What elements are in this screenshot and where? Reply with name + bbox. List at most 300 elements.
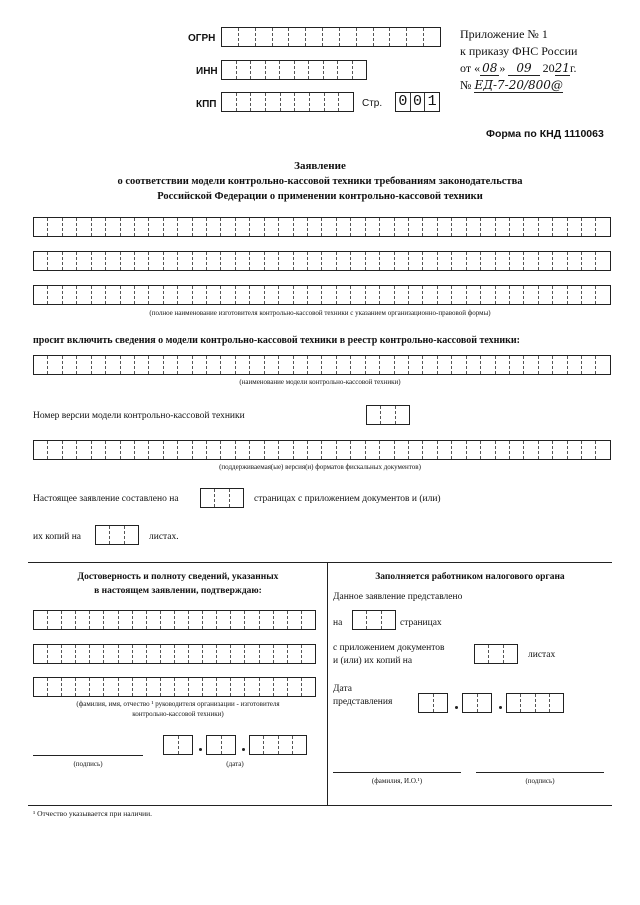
char-cell[interactable] <box>48 611 62 629</box>
char-cell[interactable] <box>366 218 380 236</box>
char-cell[interactable] <box>423 218 437 236</box>
char-cell[interactable] <box>409 252 423 270</box>
char-cell[interactable] <box>395 218 409 236</box>
fiscal-formats-field[interactable] <box>33 440 611 460</box>
char-cell[interactable] <box>308 441 322 459</box>
char-cell[interactable] <box>434 694 448 712</box>
char-cell[interactable] <box>324 61 339 79</box>
char-cell[interactable] <box>288 611 302 629</box>
char-cell[interactable] <box>264 736 278 754</box>
char-cell[interactable] <box>325 93 340 111</box>
char-cell[interactable] <box>302 678 315 696</box>
char-cell[interactable] <box>125 526 138 544</box>
char-cell[interactable] <box>524 441 538 459</box>
char-cell[interactable] <box>288 678 302 696</box>
char-cell[interactable] <box>390 28 407 46</box>
char-cell[interactable] <box>322 252 336 270</box>
char-cell[interactable] <box>310 93 325 111</box>
char-cell[interactable] <box>222 93 237 111</box>
char-cell[interactable] <box>217 678 231 696</box>
char-cell[interactable] <box>265 356 279 374</box>
char-cell[interactable] <box>237 61 252 79</box>
char-cell[interactable] <box>77 252 91 270</box>
char-cell[interactable] <box>366 441 380 459</box>
char-cell[interactable] <box>250 441 264 459</box>
char-cell[interactable] <box>48 252 62 270</box>
char-cell[interactable] <box>135 286 149 304</box>
char-cell[interactable] <box>62 645 76 663</box>
signer-name-row[interactable] <box>33 677 316 697</box>
char-cell[interactable] <box>302 611 315 629</box>
char-cell[interactable] <box>467 286 481 304</box>
char-cell[interactable] <box>133 678 147 696</box>
char-cell[interactable] <box>178 252 192 270</box>
char-cell[interactable] <box>121 252 135 270</box>
char-cell[interactable] <box>104 645 118 663</box>
char-cell[interactable] <box>367 406 381 424</box>
char-cell[interactable] <box>481 356 495 374</box>
char-cell[interactable] <box>106 441 120 459</box>
char-cell[interactable] <box>207 252 221 270</box>
char-cell[interactable] <box>222 61 237 79</box>
char-cell[interactable] <box>207 286 221 304</box>
char-cell[interactable] <box>524 218 538 236</box>
char-cell[interactable] <box>380 218 394 236</box>
char-cell[interactable] <box>478 694 492 712</box>
char-cell[interactable] <box>279 441 293 459</box>
char-cell[interactable] <box>438 252 452 270</box>
char-cell[interactable] <box>77 218 91 236</box>
date-day-field[interactable] <box>163 735 193 755</box>
char-cell[interactable] <box>409 356 423 374</box>
char-cell[interactable] <box>119 611 133 629</box>
char-cell[interactable] <box>63 252 77 270</box>
char-cell[interactable] <box>475 645 489 663</box>
char-cell[interactable] <box>539 252 553 270</box>
char-cell[interactable] <box>380 441 394 459</box>
char-cell[interactable] <box>322 356 336 374</box>
char-cell[interactable] <box>510 356 524 374</box>
char-cell[interactable] <box>76 611 90 629</box>
char-cell[interactable] <box>104 678 118 696</box>
char-cell[interactable] <box>381 406 395 424</box>
char-cell[interactable] <box>596 286 609 304</box>
char-cell[interactable] <box>178 441 192 459</box>
office-date-day[interactable] <box>418 693 448 713</box>
char-cell[interactable] <box>582 218 596 236</box>
char-cell[interactable] <box>295 93 310 111</box>
char-cell[interactable] <box>92 441 106 459</box>
char-cell[interactable] <box>135 441 149 459</box>
char-cell[interactable] <box>395 252 409 270</box>
char-cell[interactable] <box>510 252 524 270</box>
char-cell[interactable] <box>203 611 217 629</box>
char-cell[interactable] <box>424 28 440 46</box>
char-cell[interactable] <box>147 645 161 663</box>
char-cell[interactable] <box>119 645 133 663</box>
char-cell[interactable] <box>63 286 77 304</box>
char-cell[interactable] <box>382 611 395 629</box>
char-cell[interactable] <box>351 252 365 270</box>
char-cell[interactable] <box>423 356 437 374</box>
char-cell[interactable] <box>256 28 273 46</box>
char-cell[interactable] <box>106 252 120 270</box>
char-cell[interactable] <box>337 441 351 459</box>
char-cell[interactable] <box>596 218 609 236</box>
char-cell[interactable] <box>175 645 189 663</box>
char-cell[interactable] <box>48 286 62 304</box>
char-cell[interactable] <box>340 28 357 46</box>
char-cell[interactable] <box>265 252 279 270</box>
char-cell[interactable] <box>337 252 351 270</box>
char-cell[interactable] <box>274 645 288 663</box>
char-cell[interactable] <box>217 645 231 663</box>
char-cell[interactable] <box>149 441 163 459</box>
char-cell[interactable] <box>306 28 323 46</box>
char-cell[interactable] <box>510 218 524 236</box>
char-cell[interactable] <box>250 252 264 270</box>
char-cell[interactable] <box>222 736 236 754</box>
char-cell[interactable] <box>274 678 288 696</box>
char-cell[interactable] <box>133 645 147 663</box>
char-cell[interactable] <box>260 678 274 696</box>
char-cell[interactable] <box>452 356 466 374</box>
char-cell[interactable] <box>582 441 596 459</box>
char-cell[interactable] <box>251 61 266 79</box>
char-cell[interactable] <box>34 441 48 459</box>
office-pages-field[interactable] <box>352 610 396 630</box>
char-cell[interactable] <box>481 252 495 270</box>
char-cell[interactable] <box>351 218 365 236</box>
char-cell[interactable] <box>48 645 62 663</box>
char-cell[interactable] <box>395 356 409 374</box>
char-cell[interactable] <box>265 218 279 236</box>
char-cell[interactable] <box>323 28 340 46</box>
char-cell[interactable] <box>281 93 296 111</box>
char-cell[interactable] <box>96 526 110 544</box>
char-cell[interactable] <box>260 611 274 629</box>
char-cell[interactable] <box>553 286 567 304</box>
char-cell[interactable] <box>189 611 203 629</box>
char-cell[interactable] <box>438 356 452 374</box>
office-signature-line[interactable] <box>476 772 604 773</box>
char-cell[interactable] <box>221 286 235 304</box>
char-cell[interactable] <box>582 252 596 270</box>
char-cell[interactable] <box>106 356 120 374</box>
date-year-field[interactable] <box>249 735 307 755</box>
char-cell[interactable] <box>337 356 351 374</box>
char-cell[interactable] <box>164 736 179 754</box>
char-cell[interactable] <box>452 286 466 304</box>
char-cell[interactable] <box>149 356 163 374</box>
char-cell[interactable] <box>539 441 553 459</box>
char-cell[interactable] <box>496 441 510 459</box>
char-cell[interactable] <box>308 286 322 304</box>
char-cell[interactable] <box>467 441 481 459</box>
char-cell[interactable] <box>274 611 288 629</box>
char-cell[interactable] <box>409 218 423 236</box>
char-cell[interactable] <box>221 252 235 270</box>
char-cell[interactable] <box>409 286 423 304</box>
char-cell[interactable] <box>189 645 203 663</box>
char-cell[interactable] <box>164 356 178 374</box>
char-cell[interactable] <box>463 694 478 712</box>
char-cell[interactable] <box>496 356 510 374</box>
char-cell[interactable] <box>539 286 553 304</box>
char-cell[interactable] <box>294 356 308 374</box>
char-cell[interactable] <box>396 406 409 424</box>
char-cell[interactable] <box>308 218 322 236</box>
char-cell[interactable] <box>260 645 274 663</box>
char-cell[interactable] <box>553 356 567 374</box>
char-cell[interactable] <box>550 694 563 712</box>
char-cell[interactable] <box>135 356 149 374</box>
char-cell[interactable] <box>90 611 104 629</box>
char-cell[interactable] <box>322 286 336 304</box>
char-cell[interactable] <box>407 28 424 46</box>
char-cell[interactable] <box>161 678 175 696</box>
char-cell[interactable] <box>48 356 62 374</box>
char-cell[interactable] <box>423 286 437 304</box>
char-cell[interactable] <box>236 218 250 236</box>
office-sheets-field[interactable] <box>474 644 518 664</box>
char-cell[interactable] <box>215 489 229 507</box>
char-cell[interactable] <box>536 694 550 712</box>
char-cell[interactable] <box>203 678 217 696</box>
char-cell[interactable] <box>337 218 351 236</box>
char-cell[interactable] <box>351 286 365 304</box>
char-cell[interactable] <box>266 93 281 111</box>
char-cell[interactable] <box>63 441 77 459</box>
char-cell[interactable] <box>48 678 62 696</box>
char-cell[interactable] <box>357 28 374 46</box>
char-cell[interactable] <box>481 286 495 304</box>
char-cell[interactable] <box>380 252 394 270</box>
char-cell[interactable] <box>236 286 250 304</box>
char-cell[interactable] <box>119 678 133 696</box>
char-cell[interactable] <box>236 356 250 374</box>
char-cell[interactable] <box>250 736 264 754</box>
char-cell[interactable] <box>147 611 161 629</box>
char-cell[interactable] <box>596 356 609 374</box>
char-cell[interactable] <box>568 218 582 236</box>
char-cell[interactable] <box>294 286 308 304</box>
char-cell[interactable] <box>507 694 521 712</box>
char-cell[interactable] <box>121 441 135 459</box>
char-cell[interactable] <box>366 252 380 270</box>
char-cell[interactable] <box>353 61 367 79</box>
inn-field[interactable] <box>221 60 367 80</box>
char-cell[interactable] <box>62 678 76 696</box>
char-cell[interactable] <box>207 356 221 374</box>
char-cell[interactable] <box>193 286 207 304</box>
char-cell[interactable] <box>250 218 264 236</box>
char-cell[interactable] <box>496 286 510 304</box>
char-cell[interactable] <box>236 252 250 270</box>
char-cell[interactable] <box>121 356 135 374</box>
manufacturer-name-row[interactable] <box>33 285 611 305</box>
char-cell[interactable] <box>309 61 324 79</box>
char-cell[interactable] <box>452 218 466 236</box>
char-cell[interactable] <box>161 645 175 663</box>
char-cell[interactable] <box>294 218 308 236</box>
manufacturer-name-row[interactable] <box>33 217 611 237</box>
char-cell[interactable] <box>164 218 178 236</box>
char-cell[interactable] <box>48 218 62 236</box>
char-cell[interactable] <box>221 356 235 374</box>
char-cell[interactable] <box>193 252 207 270</box>
char-cell[interactable] <box>92 356 106 374</box>
char-cell[interactable] <box>250 356 264 374</box>
char-cell[interactable] <box>34 611 48 629</box>
char-cell[interactable] <box>34 252 48 270</box>
char-cell[interactable] <box>279 286 293 304</box>
char-cell[interactable] <box>245 678 259 696</box>
char-cell[interactable] <box>438 441 452 459</box>
char-cell[interactable] <box>231 611 245 629</box>
char-cell[interactable] <box>135 252 149 270</box>
char-cell[interactable] <box>380 356 394 374</box>
char-cell[interactable] <box>568 441 582 459</box>
char-cell[interactable] <box>193 356 207 374</box>
char-cell[interactable] <box>217 611 231 629</box>
char-cell[interactable] <box>231 645 245 663</box>
char-cell[interactable] <box>539 356 553 374</box>
char-cell[interactable] <box>423 252 437 270</box>
office-date-year[interactable] <box>506 693 564 713</box>
char-cell[interactable] <box>293 736 306 754</box>
char-cell[interactable] <box>34 218 48 236</box>
char-cell[interactable] <box>289 28 306 46</box>
char-cell[interactable] <box>366 356 380 374</box>
signer-name-row[interactable] <box>33 644 316 664</box>
char-cell[interactable] <box>308 356 322 374</box>
char-cell[interactable] <box>231 678 245 696</box>
char-cell[interactable] <box>34 286 48 304</box>
char-cell[interactable] <box>295 61 310 79</box>
char-cell[interactable] <box>239 28 256 46</box>
copies-count-field[interactable] <box>95 525 139 545</box>
char-cell[interactable] <box>568 356 582 374</box>
char-cell[interactable] <box>90 678 104 696</box>
char-cell[interactable] <box>221 218 235 236</box>
char-cell[interactable] <box>245 645 259 663</box>
char-cell[interactable] <box>279 356 293 374</box>
char-cell[interactable] <box>322 218 336 236</box>
char-cell[interactable] <box>582 356 596 374</box>
office-fio-line[interactable] <box>333 772 461 773</box>
char-cell[interactable] <box>34 356 48 374</box>
char-cell[interactable] <box>279 252 293 270</box>
char-cell[interactable] <box>273 28 290 46</box>
char-cell[interactable] <box>266 61 281 79</box>
char-cell[interactable] <box>521 694 535 712</box>
char-cell[interactable] <box>302 645 315 663</box>
char-cell[interactable] <box>338 61 353 79</box>
char-cell[interactable] <box>596 252 609 270</box>
char-cell[interactable] <box>510 441 524 459</box>
char-cell[interactable] <box>147 678 161 696</box>
char-cell[interactable] <box>76 645 90 663</box>
char-cell[interactable] <box>164 252 178 270</box>
date-month-field[interactable] <box>206 735 236 755</box>
char-cell[interactable] <box>353 611 367 629</box>
char-cell[interactable] <box>149 286 163 304</box>
char-cell[interactable] <box>467 356 481 374</box>
char-cell[interactable] <box>496 252 510 270</box>
char-cell[interactable] <box>237 93 252 111</box>
char-cell[interactable] <box>524 286 538 304</box>
char-cell[interactable] <box>481 218 495 236</box>
char-cell[interactable] <box>367 611 381 629</box>
char-cell[interactable] <box>189 678 203 696</box>
char-cell[interactable] <box>489 645 503 663</box>
char-cell[interactable] <box>207 736 222 754</box>
char-cell[interactable] <box>351 356 365 374</box>
char-cell[interactable] <box>121 218 135 236</box>
char-cell[interactable] <box>110 526 124 544</box>
signature-line[interactable] <box>33 755 143 756</box>
pages-count-field[interactable] <box>200 488 244 508</box>
char-cell[interactable] <box>452 441 466 459</box>
office-date-month[interactable] <box>462 693 492 713</box>
char-cell[interactable] <box>288 645 302 663</box>
char-cell[interactable] <box>77 356 91 374</box>
char-cell[interactable] <box>524 356 538 374</box>
char-cell[interactable] <box>409 441 423 459</box>
char-cell[interactable] <box>178 356 192 374</box>
char-cell[interactable] <box>308 252 322 270</box>
char-cell[interactable] <box>339 93 353 111</box>
char-cell[interactable] <box>395 286 409 304</box>
char-cell[interactable] <box>77 286 91 304</box>
char-cell[interactable] <box>133 611 147 629</box>
char-cell[interactable] <box>121 286 135 304</box>
char-cell[interactable] <box>568 252 582 270</box>
char-cell[interactable] <box>524 252 538 270</box>
char-cell[interactable] <box>279 736 293 754</box>
char-cell[interactable] <box>76 678 90 696</box>
kpp-field[interactable] <box>221 92 354 112</box>
char-cell[interactable] <box>380 286 394 304</box>
char-cell[interactable] <box>481 441 495 459</box>
char-cell[interactable] <box>596 441 609 459</box>
char-cell[interactable] <box>106 218 120 236</box>
char-cell[interactable] <box>164 286 178 304</box>
char-cell[interactable] <box>539 218 553 236</box>
char-cell[interactable] <box>366 286 380 304</box>
ogrn-field[interactable] <box>221 27 441 47</box>
char-cell[interactable] <box>250 286 264 304</box>
char-cell[interactable] <box>553 441 567 459</box>
char-cell[interactable] <box>374 28 391 46</box>
char-cell[interactable] <box>265 286 279 304</box>
char-cell[interactable] <box>467 252 481 270</box>
char-cell[interactable] <box>251 93 266 111</box>
char-cell[interactable] <box>62 611 76 629</box>
char-cell[interactable] <box>337 286 351 304</box>
char-cell[interactable] <box>178 286 192 304</box>
char-cell[interactable] <box>568 286 582 304</box>
char-cell[interactable] <box>106 286 120 304</box>
version-field[interactable] <box>366 405 410 425</box>
char-cell[interactable] <box>279 218 293 236</box>
char-cell[interactable] <box>63 218 77 236</box>
char-cell[interactable] <box>207 218 221 236</box>
char-cell[interactable] <box>452 252 466 270</box>
char-cell[interactable] <box>175 611 189 629</box>
char-cell[interactable] <box>178 218 192 236</box>
